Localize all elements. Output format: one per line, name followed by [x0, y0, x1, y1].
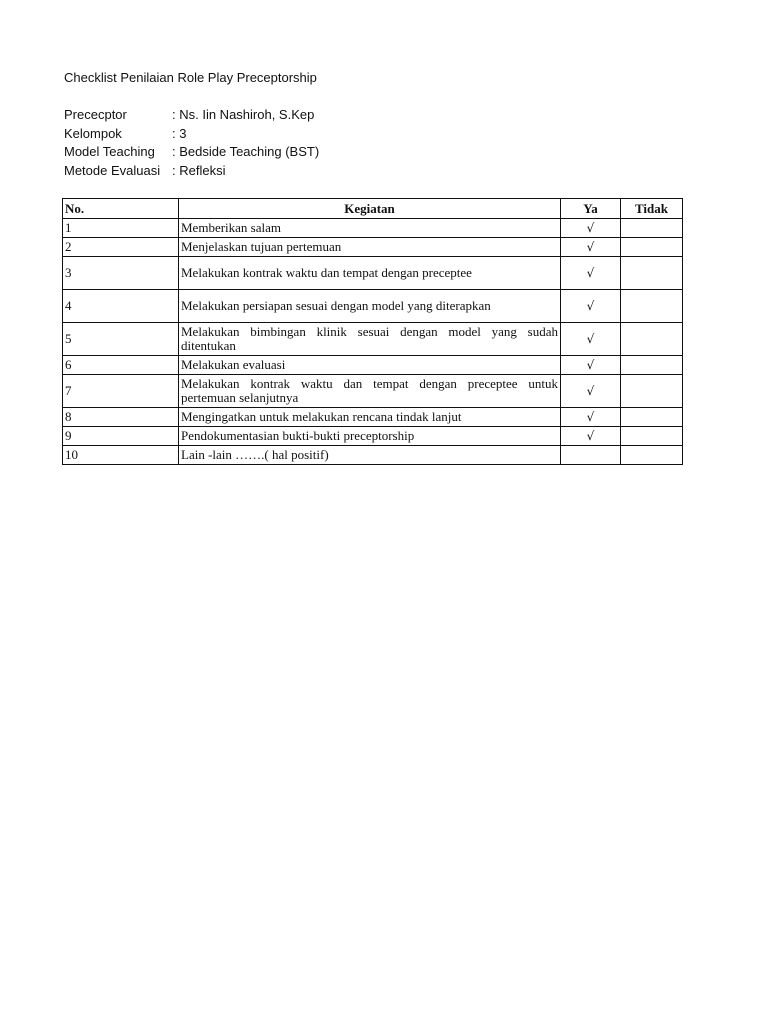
info-row-preceptor [64, 106, 444, 125]
row-ya-check: √ [561, 219, 621, 238]
row-ya-check: √ [561, 375, 621, 408]
row-ya-check [561, 446, 621, 465]
row-tidak-check [621, 375, 683, 408]
table-row [63, 238, 683, 257]
row-number: 4 [63, 290, 179, 323]
table-row [63, 446, 683, 465]
table-row [63, 427, 683, 446]
row-number: 8 [63, 408, 179, 427]
info-value: : Bedside Teaching (BST) [172, 144, 320, 159]
row-ya-check: √ [561, 323, 621, 356]
row-activity: Menjelaskan tujuan pertemuan [179, 238, 561, 257]
info-value: : Refleksi [172, 162, 226, 178]
table-row [63, 323, 683, 356]
row-ya-check: √ [561, 238, 621, 257]
header-ya: Ya [561, 199, 621, 219]
table-row [63, 356, 683, 375]
row-number: 2 [63, 238, 179, 257]
row-tidak-check [621, 238, 683, 257]
row-tidak-check [621, 427, 683, 446]
row-tidak-check [621, 356, 683, 375]
row-ya-check: √ [561, 427, 621, 446]
row-number: 6 [63, 356, 179, 375]
info-value: : Ns. Iin Nashiroh, S.Kep [172, 107, 315, 122]
row-ya-check: √ [561, 408, 621, 427]
info-value: : 3 [172, 125, 187, 141]
row-activity: Memberikan salam [179, 219, 561, 238]
row-tidak-check [621, 219, 683, 238]
info-label: Kelompok [64, 125, 122, 141]
info-label: Model Teaching [64, 144, 155, 159]
info-label: Metode Evaluasi [64, 162, 161, 178]
table-header-row [63, 199, 683, 219]
row-number: 10 [63, 446, 179, 465]
checklist-table [62, 198, 683, 465]
row-tidak-check [621, 257, 683, 290]
info-row-kelompok [64, 125, 444, 144]
row-number: 5 [63, 323, 179, 356]
info-row-metode-evaluasi [64, 162, 444, 181]
info-row-model-teaching [64, 143, 444, 162]
table-row [63, 408, 683, 427]
table-row [63, 375, 683, 408]
row-number: 9 [63, 427, 179, 446]
row-tidak-check [621, 408, 683, 427]
row-ya-check: √ [561, 356, 621, 375]
row-ya-check: √ [561, 290, 621, 323]
row-number: 1 [63, 219, 179, 238]
document-title: Checklist Penilaian Role Play Preceptorship [64, 70, 317, 85]
info-label: Prececptor [64, 107, 127, 122]
row-activity: Melakukan persiapan sesuai dengan model yang diterapkan [179, 290, 561, 323]
row-activity: Pendokumentasian bukti-bukti preceptorship [179, 427, 561, 446]
header-tidak: Tidak [621, 199, 683, 219]
info-block [64, 106, 444, 180]
row-activity: Melakukan kontrak waktu dan tempat dengan preceptee untuk pertemuan selanjutnya [179, 375, 561, 408]
row-ya-check: √ [561, 257, 621, 290]
row-activity: Melakukan bimbingan klinik sesuai dengan model yang sudah ditentukan [179, 323, 561, 356]
row-number: 3 [63, 257, 179, 290]
row-activity: Melakukan evaluasi [179, 356, 561, 375]
header-no: No. [63, 199, 179, 219]
row-activity: Mengingatkan untuk melakukan rencana tindak lanjut [179, 408, 561, 427]
table-row [63, 219, 683, 238]
row-tidak-check [621, 323, 683, 356]
row-activity: Melakukan kontrak waktu dan tempat dengan preceptee [179, 257, 561, 290]
table-row [63, 257, 683, 290]
row-activity: Lain -lain …….( hal positif) [179, 446, 561, 465]
row-tidak-check [621, 290, 683, 323]
table-row [63, 290, 683, 323]
row-number: 7 [63, 375, 179, 408]
header-activity: Kegiatan [179, 199, 561, 219]
row-tidak-check [621, 446, 683, 465]
